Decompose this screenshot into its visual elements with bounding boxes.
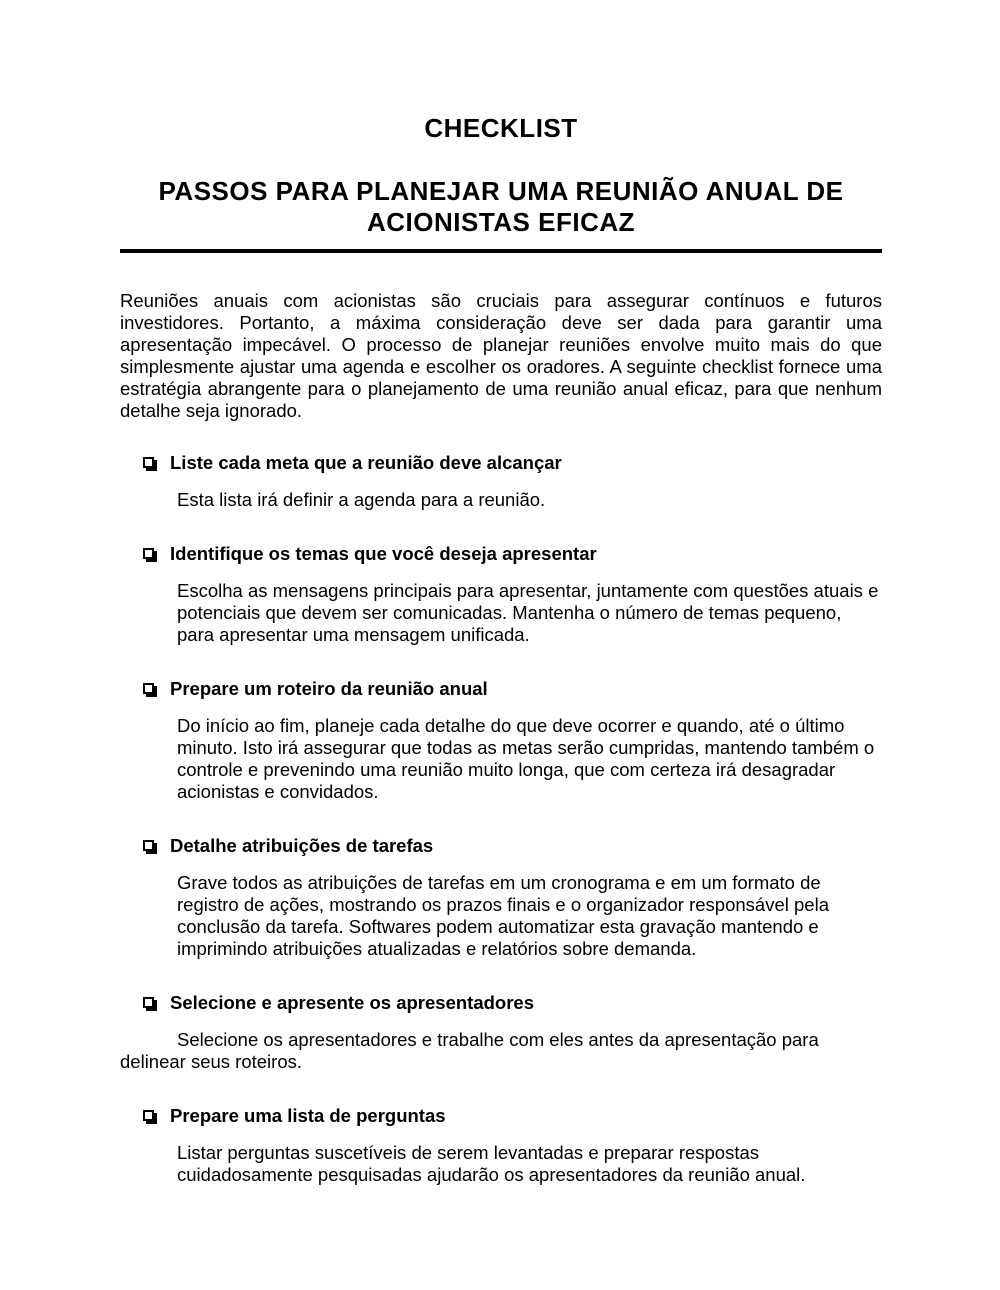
checklist-item-heading <box>143 451 882 474</box>
title-divider-rule <box>120 249 882 253</box>
checklist-item-label: Detalhe atribuições de tarefas <box>170 835 434 856</box>
checklist-item-label: Liste cada meta que a reunião deve alcançar <box>170 452 562 473</box>
checkbox-icon[interactable] <box>143 1110 154 1121</box>
checkbox-icon[interactable] <box>143 840 154 851</box>
checklist-item <box>120 1104 882 1186</box>
checkbox-icon[interactable] <box>143 548 154 559</box>
checkbox-icon[interactable] <box>143 457 154 468</box>
checklist-item-description: Grave todos as atribuições de tarefas em um cronograma e em um formato de registro de ações, mostrando os prazos finais e o organizador responsável pela conclusão da tarefa. Softwares podem automatizar esta gravação mantendo e imprimindo atribuições atualizadas e relatórios sobre demanda. <box>177 872 829 959</box>
intro-paragraph: Reuniões anuais com acionistas são cruciais para assegurar contínuos e futuros investidores. Portanto, a máxima consideração deve ser dada para garantir uma apresentação impecável. O processo de planejar reuniões envolve muito mais do que simplesmente ajustar uma agenda e escolher os oradores. A seguinte checklist fornece uma estratégia abrangente para o planejamento de uma reunião anual eficaz, para que nenhum detalhe seja ignorado. <box>120 290 882 421</box>
document-content <box>0 113 1000 1186</box>
checklist-item <box>120 991 882 1073</box>
checkbox-icon[interactable] <box>143 683 154 694</box>
checklist-item <box>120 677 882 803</box>
checklist-item <box>120 451 882 511</box>
checklist-item <box>120 542 882 646</box>
checklist-item-label: Prepare um roteiro da reunião anual <box>170 678 488 699</box>
checklist-item <box>120 834 882 960</box>
checklist-item-description: Escolha as mensagens principais para apresentar, juntamente com questões atuais e potenciais que devem ser comunicadas. Mantenha o número de temas pequeno, para apresentar uma mensagem unificada. <box>177 580 879 645</box>
document-title: CHECKLIST <box>424 113 578 143</box>
checkbox-icon[interactable] <box>143 997 154 1008</box>
checklist-item-heading <box>143 991 882 1014</box>
checklist-item-description: Selecione os apresentadores e trabalhe com eles antes da apresentação para delinear seus roteiros. <box>120 1029 819 1072</box>
checklist-item-heading <box>143 542 882 565</box>
checklist <box>120 451 882 1186</box>
checklist-item-heading <box>143 677 882 700</box>
checklist-item-description: Esta lista irá definir a agenda para a reunião. <box>177 489 546 510</box>
checklist-item-heading <box>143 834 882 857</box>
checklist-item-label: Selecione e apresente os apresentadores <box>170 992 535 1013</box>
checklist-item-label: Identifique os temas que você deseja apresentar <box>170 543 597 564</box>
checklist-item-label: Prepare uma lista de perguntas <box>170 1105 446 1126</box>
checklist-item-heading <box>143 1104 882 1127</box>
checklist-item-description: Do início ao fim, planeje cada detalhe do que deve ocorrer e quando, até o último minuto. Isto irá assegurar que todas as metas serão cumpridas, mantendo também o controle e prevenindo uma reunião muito longa, que com certeza irá desagradar acionistas e convidados. <box>177 715 875 802</box>
checklist-item-description: Listar perguntas suscetíveis de serem levantadas e preparar respostas cuidadosamente pesquisadas ajudarão os apresentadores da reunião anual. <box>177 1142 806 1185</box>
document-subtitle: PASSOS PARA PLANEJAR UMA REUNIÃO ANUAL DE ACIONISTAS EFICAZ <box>158 176 844 237</box>
